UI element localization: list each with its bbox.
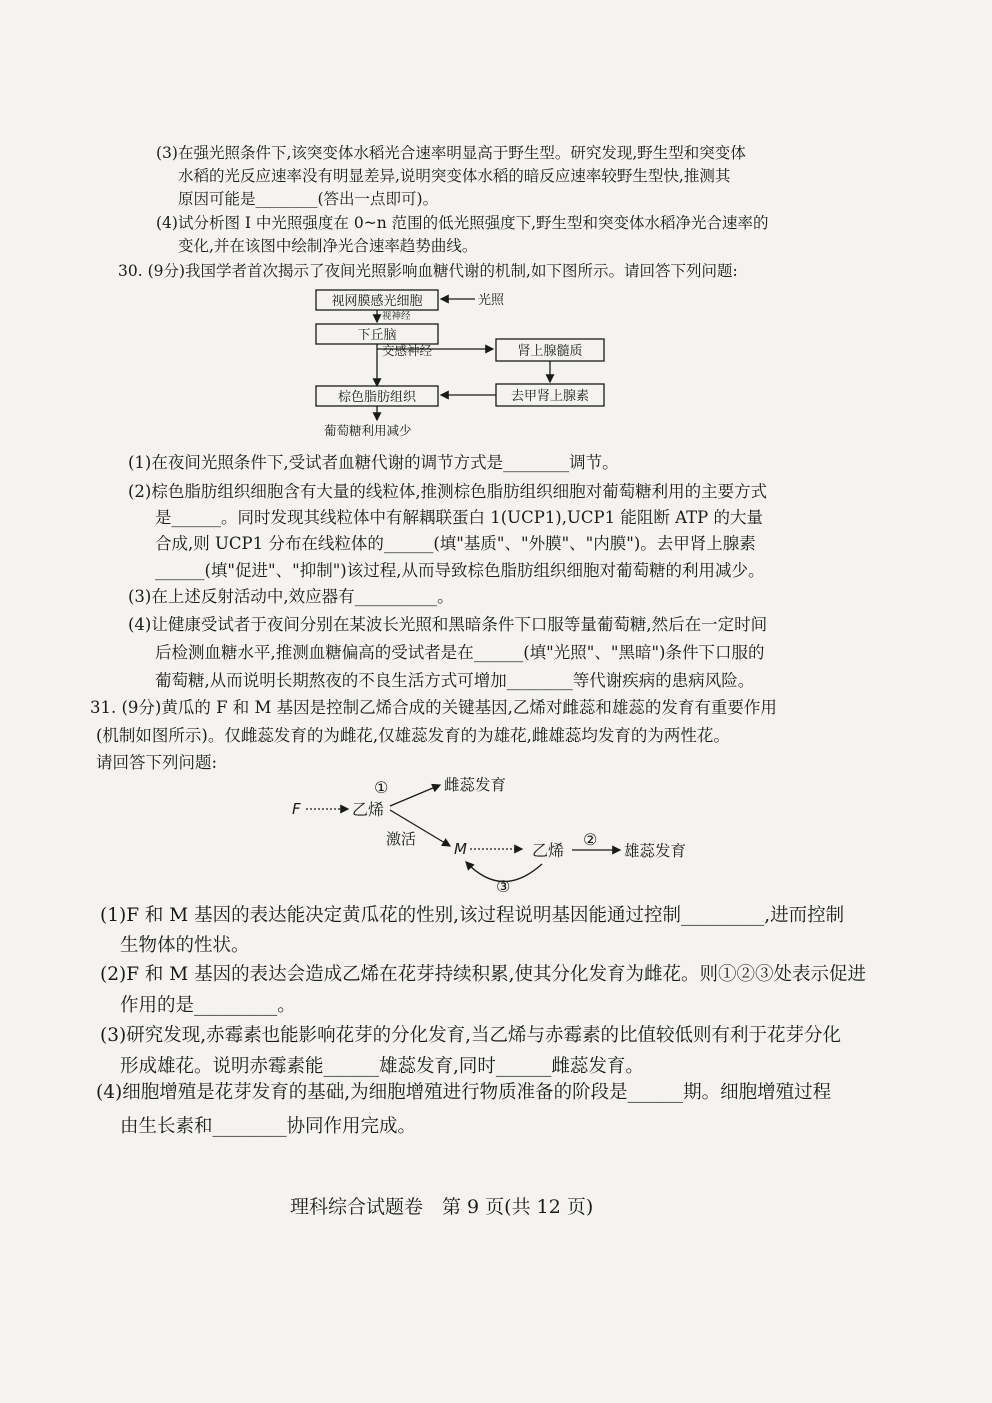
q31-p3-line2: 形成雄花。说明赤霉素能______雄蕊发育,同时______雌蕊发育。	[120, 1056, 644, 1077]
q31-p1-line2: 生物体的性状。	[120, 935, 250, 956]
q30-p2-line1: (2)棕色脂肪组织细胞含有大量的线粒体,推测棕色脂肪组织细胞对葡萄糖利用的主要方式	[128, 482, 768, 501]
q30-p2-line2: 是______。同时发现其线粒体中有解耦联蛋白 1(UCP1),UCP1 能阻断 ATP 的大量	[155, 508, 763, 527]
q30-mechanism-diagram	[300, 282, 640, 442]
circle-3-label: ③	[496, 877, 511, 896]
ethylene2-label: 乙烯	[532, 841, 565, 860]
q29-p3-line2: 水稻的光反应速率没有明显差异,说明突变体水稻的暗反应速率较野生型快,推测其	[178, 167, 731, 185]
sympathetic-label: 交感神经	[382, 343, 433, 358]
activate-label: 激活	[386, 830, 417, 848]
q30-p2-line4: ______(填"促进"、"抑制")该过程,从而导致棕色脂肪组织细胞对葡萄糖的利用减少。	[155, 561, 765, 580]
stamen-label: 雄蕊发育	[624, 842, 687, 860]
q31-p4-line1: (4)细胞增殖是花芽发育的基础,为细胞增殖进行物质准备的阶段是______期。细胞增殖过程	[96, 1082, 832, 1103]
hypothalamus-label: 下丘脑	[357, 328, 397, 343]
q31-p4-line2: 由生长素和________协同作用完成。	[120, 1116, 417, 1137]
glucose-down-label: 葡萄糖利用减少	[324, 423, 412, 438]
brown-fat-label: 棕色脂肪组织	[337, 390, 417, 405]
q31-p3-line1: (3)研究发现,赤霉素也能影响花芽的分化发育,当乙烯与赤霉素的比值较低则有利于花芽分化	[100, 1025, 841, 1046]
q29-p4-line2: 变化,并在该图中绘制净光合速率趋势曲线。	[178, 237, 478, 255]
q30-p4-line3: 葡萄糖,从而说明长期熬夜的不良生活方式可增加________等代谢疾病的患病风险。	[155, 671, 755, 690]
q31-p1-line1: (1)F 和 M 基因的表达能决定黄瓜花的性别,该过程说明基因能通过控制_________,进而控制	[100, 905, 845, 926]
q30-p1: (1)在夜间光照条件下,受试者血糖代谢的调节方式是________调节。	[128, 453, 619, 472]
page-footer: 理科综合试题卷 第 9 页(共 12 页)	[290, 1196, 594, 1218]
norepinephrine-label: 去甲肾上腺素	[510, 389, 590, 404]
ethylene1-label: 乙烯	[352, 800, 385, 819]
q31-intro-line3: 请回答下列问题:	[96, 753, 218, 772]
gene-m-label: M	[454, 840, 467, 858]
gene-f-label: F	[292, 800, 301, 818]
q30-p3: (3)在上述反射活动中,效应器有__________。	[128, 587, 454, 606]
adrenal-medulla-label: 肾上腺髓质	[517, 344, 583, 359]
q31-mechanism-diagram	[280, 770, 740, 910]
ethylene-to-pistil-arrow	[390, 785, 440, 806]
q29-p3-line3: 原因可能是________(答出一点即可)。	[178, 190, 439, 208]
circle-2-label: ②	[583, 830, 598, 849]
q30-p4-line2: 后检测血糖水平,推测血糖偏高的受试者是在______(填"光照"、"黑暗")条件下口服的	[155, 643, 765, 662]
light-label: 光照	[478, 293, 505, 308]
q29-p4-line1: (4)试分析图 I 中光照强度在 0~n 范围的低光照强度下,野生型和突变体水稻净光合速率的	[156, 214, 769, 232]
retina-label: 视网膜感光细胞	[331, 294, 423, 309]
q31-intro-line2: (机制如图所示)。仅雌蕊发育的为雌花,仅雄蕊发育的为雄花,雌雄蕊均发育的为两性花。	[96, 726, 730, 745]
q30-intro: 30. (9分)我国学者首次揭示了夜间光照影响血糖代谢的机制,如下图所示。请回答下列问题:	[118, 262, 738, 280]
q31-p2-line2: 作用的是_________。	[120, 995, 296, 1016]
pistil-label: 雌蕊发育	[444, 776, 507, 794]
circle-1-label: ①	[374, 778, 389, 797]
optic-nerve-label: 视神经	[382, 311, 411, 322]
q30-p2-line3: 合成,则 UCP1 分布在线粒体的______(填"基质"、"外膜"、"内膜")。去甲肾上腺素	[155, 534, 756, 553]
q30-p4-line1: (4)让健康受试者于夜间分别在某波长光照和黑暗条件下口服等量葡萄糖,然后在一定时间	[128, 615, 768, 634]
q31-p2-line1: (2)F 和 M 基因的表达会造成乙烯在花芽持续积累,使其分化发育为雌花。则①②③处表示促进	[100, 964, 867, 985]
q29-p3-line1: (3)在强光照条件下,该突变体水稻光合速率明显高于野生型。研究发现,野生型和突变体	[156, 144, 746, 162]
q31-intro-line1: 31. (9分)黄瓜的 F 和 M 基因是控制乙烯合成的关键基因,乙烯对雌蕊和雄蕊的发育有重要作用	[90, 698, 777, 717]
